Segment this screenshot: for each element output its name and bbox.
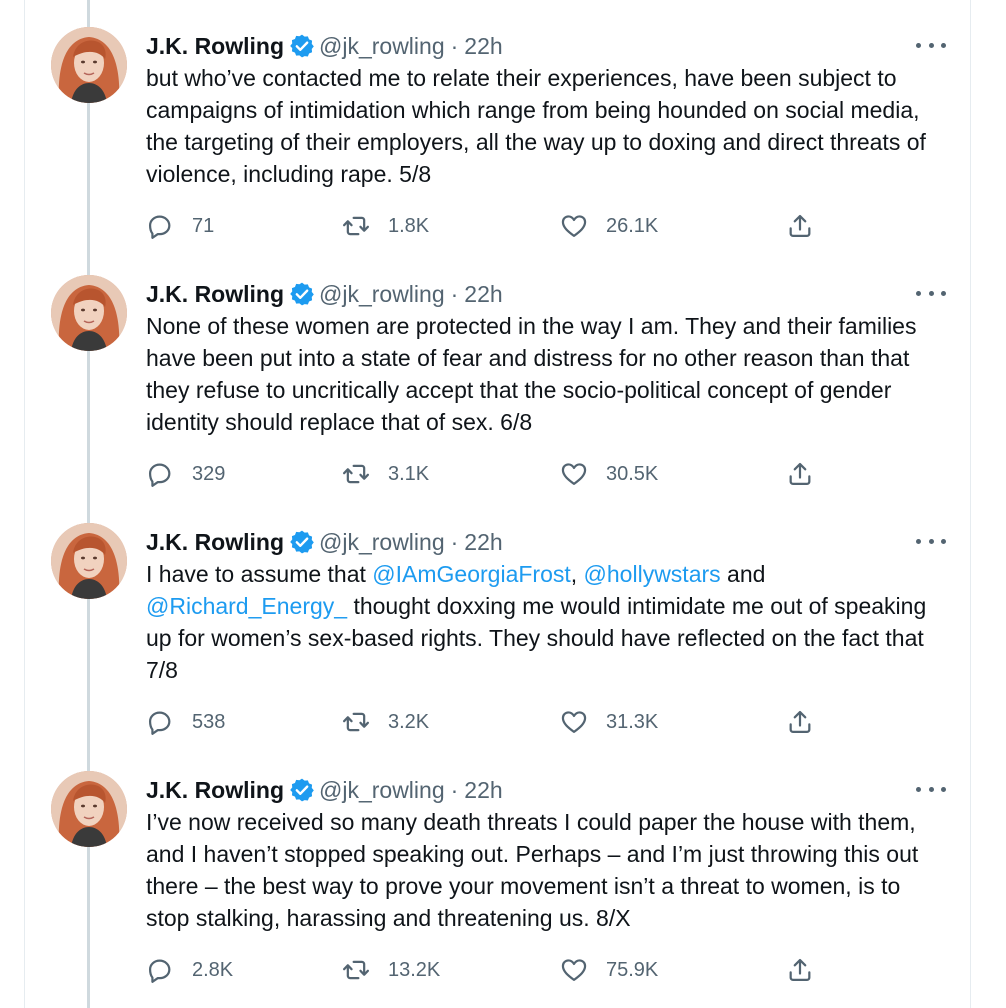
separator-dot: · [450, 776, 459, 803]
retweet-button[interactable] [342, 458, 429, 490]
mention-link[interactable]: @IAmGeorgiaFrost [372, 561, 571, 587]
more-icon[interactable] [916, 280, 946, 306]
avatar[interactable] [51, 771, 127, 847]
like-count: 75.9K [606, 958, 659, 981]
reply-button[interactable] [146, 706, 225, 738]
tweet-header [146, 278, 503, 310]
reply-count: 538 [192, 710, 226, 733]
tweet-text-segment: and [720, 561, 766, 587]
mention-link[interactable]: @Richard_Energy_ [146, 593, 348, 619]
tweet-text-segment: I have to assume that [146, 561, 373, 587]
tweet-text-segment: but who’ve contacted me to relate their experiences, have been subject to campaigns of intimidation which range from being hounded on social media, the targeting of their employers, all the way up to doxing and direct threats of violence, including rape. 5/8 [146, 65, 926, 187]
retweet-button[interactable] [342, 954, 440, 986]
more-icon[interactable] [916, 528, 946, 554]
author-name[interactable]: J.K. Rowling [146, 776, 284, 803]
retweet-button[interactable] [342, 706, 429, 738]
share-button[interactable] [786, 210, 814, 242]
reply-icon [146, 212, 174, 240]
tweet-actions [146, 458, 826, 490]
avatar-photo [51, 771, 127, 847]
reply-count: 329 [192, 462, 226, 485]
reply-button[interactable] [146, 210, 214, 242]
reply-count: 2.8K [192, 958, 234, 981]
tweet-timestamp[interactable]: 22h [464, 280, 503, 307]
retweet-count: 3.2K [388, 710, 430, 733]
author-name[interactable]: J.K. Rowling [146, 528, 284, 555]
author-handle[interactable]: @jk_rowling [319, 280, 445, 307]
tweet[interactable] [0, 0, 1006, 248]
share-icon [786, 708, 814, 736]
more-icon[interactable] [916, 32, 946, 58]
heart-icon [560, 708, 588, 736]
avatar[interactable] [51, 275, 127, 351]
reply-icon [146, 956, 174, 984]
retweet-count: 3.1K [388, 462, 430, 485]
more-icon[interactable] [916, 776, 946, 802]
heart-icon [560, 212, 588, 240]
tweet[interactable] [0, 744, 1006, 992]
author-handle[interactable]: @jk_rowling [319, 776, 445, 803]
retweet-icon [342, 460, 370, 488]
avatar-photo [51, 27, 127, 103]
tweet-text-segment: thought doxxing me would intimidate me out of speaking up for women’s sex-based rights. They should have reflected on the fact that 7/8 [146, 593, 927, 683]
tweet-header [146, 526, 503, 558]
tweet-header [146, 774, 503, 806]
tweet-text [146, 310, 946, 438]
verified-badge-icon [289, 529, 315, 555]
retweet-button[interactable] [342, 210, 429, 242]
tweet-text [146, 806, 946, 934]
tweet-text-segment: , [570, 561, 584, 587]
like-button[interactable] [560, 458, 658, 490]
like-count: 26.1K [606, 214, 659, 237]
verified-badge-icon [289, 777, 315, 803]
verified-badge-icon [289, 281, 315, 307]
avatar[interactable] [51, 27, 127, 103]
tweet-header [146, 30, 503, 62]
avatar-photo [51, 275, 127, 351]
author-name[interactable]: J.K. Rowling [146, 32, 284, 59]
separator-dot: · [450, 528, 459, 555]
reply-icon [146, 460, 174, 488]
like-count: 30.5K [606, 462, 659, 485]
tweet-actions [146, 210, 826, 242]
like-button[interactable] [560, 706, 658, 738]
tweet-actions [146, 706, 826, 738]
share-button[interactable] [786, 458, 814, 490]
mention-link[interactable]: @hollywstars [583, 561, 721, 587]
tweet-text [146, 62, 946, 190]
author-handle[interactable]: @jk_rowling [319, 32, 445, 59]
like-count: 31.3K [606, 710, 659, 733]
share-icon [786, 956, 814, 984]
avatar[interactable] [51, 523, 127, 599]
retweet-icon [342, 708, 370, 736]
tweet-actions [146, 954, 826, 986]
share-icon [786, 212, 814, 240]
heart-icon [560, 460, 588, 488]
heart-icon [560, 956, 588, 984]
reply-button[interactable] [146, 954, 233, 986]
tweet-text-segment: I’ve now received so many death threats I could paper the house with them, and I haven’t stopped speaking out. Perhaps – and I’m just throwing this out there – the best way to prove your movement isn’t a threat to women, is to stop stalking, harassing and threatening us. 8/X [146, 809, 919, 931]
reply-button[interactable] [146, 458, 225, 490]
tweet[interactable] [0, 248, 1006, 496]
retweet-count: 1.8K [388, 214, 430, 237]
separator-dot: · [450, 280, 459, 307]
share-button[interactable] [786, 954, 814, 986]
tweet-timestamp[interactable]: 22h [464, 528, 503, 555]
retweet-icon [342, 212, 370, 240]
share-icon [786, 460, 814, 488]
verified-badge-icon [289, 33, 315, 59]
reply-count: 71 [192, 214, 215, 237]
reply-icon [146, 708, 174, 736]
separator-dot: · [450, 32, 459, 59]
retweet-icon [342, 956, 370, 984]
tweet-timestamp[interactable]: 22h [464, 32, 503, 59]
tweet-text-segment: None of these women are protected in the way I am. They and their families have been put into a state of fear and distress for no other reason than that they refuse to uncritically accept that the socio-political concept of gender identity should replace that of sex. 6/8 [146, 313, 917, 435]
author-name[interactable]: J.K. Rowling [146, 280, 284, 307]
retweet-count: 13.2K [388, 958, 441, 981]
tweet-text [146, 558, 946, 686]
like-button[interactable] [560, 210, 658, 242]
tweet[interactable] [0, 496, 1006, 744]
author-handle[interactable]: @jk_rowling [319, 528, 445, 555]
share-button[interactable] [786, 706, 814, 738]
avatar-photo [51, 523, 127, 599]
like-button[interactable] [560, 954, 658, 986]
tweet-timestamp[interactable]: 22h [464, 776, 503, 803]
